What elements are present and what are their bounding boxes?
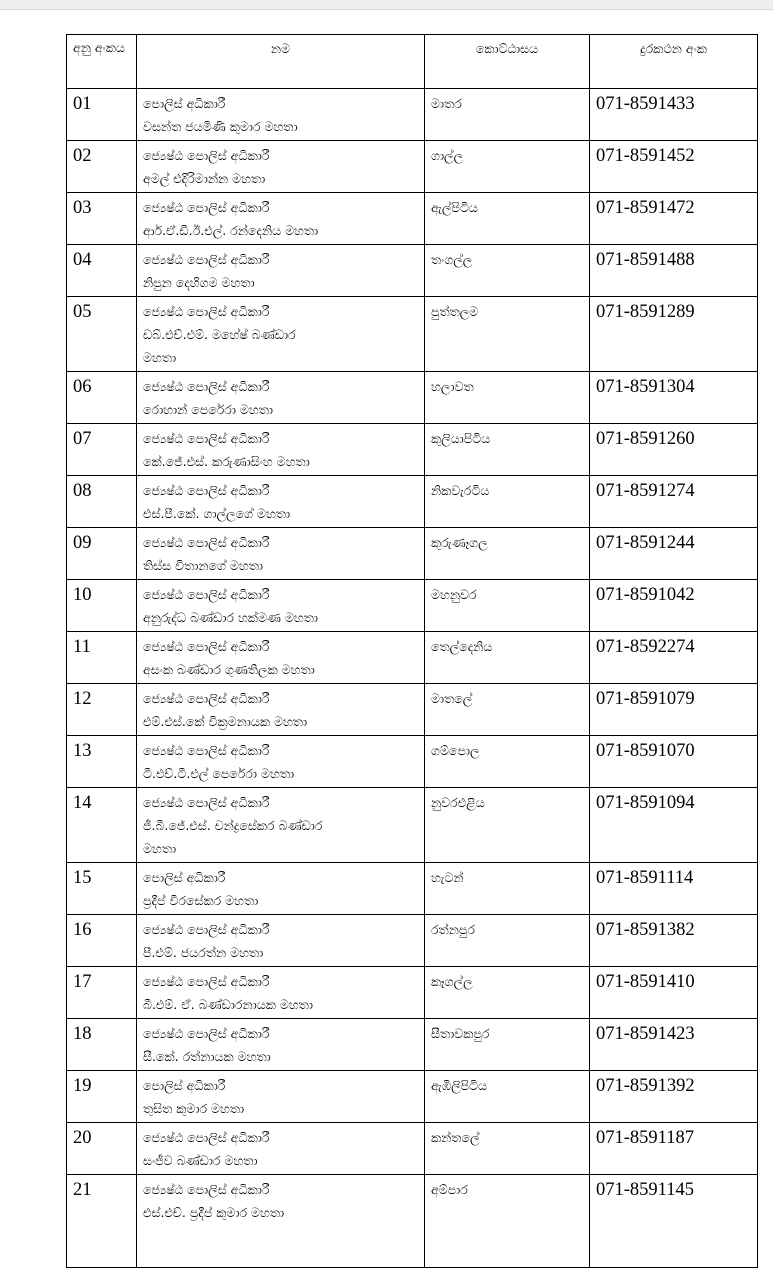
division-cell: මහනුවර: [425, 580, 590, 632]
officer-name-cell: [137, 372, 425, 424]
phone-number-cell[interactable]: 071-8591433: [590, 89, 758, 141]
table-row: [67, 245, 758, 297]
officer-name: තුසිත කුමාර මහතා: [143, 1101, 245, 1116]
division-cell: හලාවත: [425, 372, 590, 424]
serial-number-cell: 06: [67, 372, 137, 424]
division-cell: කෑගල්ල: [425, 967, 590, 1019]
division-cell: මාතර: [425, 89, 590, 141]
serial-number-cell: 08: [67, 476, 137, 528]
phone-number-cell[interactable]: 071-8591114: [590, 863, 758, 915]
officer-name-cell: [137, 580, 425, 632]
officer-rank: පොලිස් අධිකාරී: [143, 96, 226, 111]
division-cell: කන්තලේ: [425, 1123, 590, 1175]
serial-number-cell: 10: [67, 580, 137, 632]
officer-name: එස්.එච්. ප්‍රදීප් කුමාර මහතා: [143, 1205, 285, 1220]
officer-name: ටී.එච්.ටී.එල් පෙරේරා මහතා: [143, 766, 295, 781]
serial-number-cell: 04: [67, 245, 137, 297]
serial-number-cell: 09: [67, 528, 137, 580]
phone-number-cell[interactable]: 071-8591289: [590, 297, 758, 372]
officer-rank: ජ්‍යෙෂ්ඨ පොලිස් අධිකාරී: [143, 200, 270, 215]
phone-number-cell[interactable]: 071-8591382: [590, 915, 758, 967]
division-cell: අම්පාර: [425, 1175, 590, 1268]
officer-rank: ජ්‍යෙෂ්ඨ පොලිස් අධිකාරී: [143, 587, 270, 602]
serial-number-cell: 16: [67, 915, 137, 967]
phone-number-cell[interactable]: 071-8591488: [590, 245, 758, 297]
header-phone-number: දුරකථන අංක: [590, 35, 758, 89]
phone-number-cell[interactable]: 071-8591244: [590, 528, 758, 580]
division-cell: කුරුණෑගල: [425, 528, 590, 580]
officer-rank: පොලිස් අධිකාරී: [143, 870, 226, 885]
table-row: [67, 89, 758, 141]
officer-rank: ජ්‍යෙෂ්ඨ පොලිස් අධිකාරී: [143, 1026, 270, 1041]
phone-number-cell[interactable]: 071-8591145: [590, 1175, 758, 1268]
serial-number-cell: 02: [67, 141, 137, 193]
table-row: [67, 788, 758, 863]
serial-number-cell: 07: [67, 424, 137, 476]
phone-number-cell[interactable]: 071-8591070: [590, 736, 758, 788]
officer-name-cell: [137, 297, 425, 372]
division-cell: ගාල්ල: [425, 141, 590, 193]
officer-name-cell: [137, 736, 425, 788]
phone-number-cell[interactable]: 071-8592274: [590, 632, 758, 684]
header-division: කොට්ඨාසය: [425, 35, 590, 89]
serial-number-cell: 20: [67, 1123, 137, 1175]
officer-name: රොහාන් පෙරේරා මහතා: [143, 402, 274, 417]
division-cell: සීතාවකපුර: [425, 1019, 590, 1071]
division-cell: රත්නපුර: [425, 915, 590, 967]
officer-name-cell: [137, 1175, 425, 1268]
officer-rank: ජ්‍යෙෂ්ඨ පොලිස් අධිකාරී: [143, 1182, 270, 1197]
officer-name: බී.එම්. ඒ. බණ්ඩාරනායක මහතා: [143, 997, 313, 1012]
table-row: [67, 967, 758, 1019]
phone-number-cell[interactable]: 071-8591392: [590, 1071, 758, 1123]
serial-number-cell: 05: [67, 297, 137, 372]
table-row: [67, 915, 758, 967]
officer-name-cell: [137, 424, 425, 476]
officer-name-cell: [137, 193, 425, 245]
division-cell: පුත්තලම: [425, 297, 590, 372]
officer-name: සී.කේ. රත්නායක මහතා: [143, 1049, 271, 1064]
table-row: [67, 1071, 758, 1123]
division-cell: තංගල්ල: [425, 245, 590, 297]
officer-directory-table: [66, 34, 758, 1268]
officer-name: වසන්ත ජයමිණි කුමාර මහතා: [143, 119, 298, 134]
officer-name-cell: [137, 684, 425, 736]
officer-rank: ජ්‍යෙෂ්ඨ පොලිස් අධිකාරී: [143, 743, 270, 758]
serial-number-cell: 14: [67, 788, 137, 863]
officer-name-cell: [137, 915, 425, 967]
officer-name-continued: මහතා: [143, 350, 177, 365]
header-name: නම: [137, 35, 425, 89]
serial-number-cell: 15: [67, 863, 137, 915]
phone-number-cell[interactable]: 071-8591452: [590, 141, 758, 193]
table-row: [67, 372, 758, 424]
serial-number-cell: 12: [67, 684, 137, 736]
division-cell: මාතලේ: [425, 684, 590, 736]
serial-number-cell: 13: [67, 736, 137, 788]
officer-name-cell: [137, 245, 425, 297]
officer-name: පී.එම්. ජයරත්න මහතා: [143, 945, 264, 960]
table-row: [67, 736, 758, 788]
officer-name: අසංක බණ්ඩාර ගුණතිලක මහතා: [143, 662, 315, 677]
table-header-row: [67, 35, 758, 89]
table-row: [67, 1123, 758, 1175]
phone-number-cell[interactable]: 071-8591079: [590, 684, 758, 736]
officer-rank: ජ්‍යෙෂ්ඨ පොලිස් අධිකාරී: [143, 1130, 270, 1145]
division-cell: ඇඹිලිපිටිය: [425, 1071, 590, 1123]
table-row: [67, 863, 758, 915]
officer-rank: ජ්‍යෙෂ්ඨ පොලිස් අධිකාරී: [143, 148, 270, 163]
serial-number-cell: 11: [67, 632, 137, 684]
header-serial-number: අනු අංකය: [67, 35, 137, 89]
table-row: [67, 297, 758, 372]
officer-name-cell: [137, 528, 425, 580]
table-row: [67, 193, 758, 245]
table-row: [67, 424, 758, 476]
serial-number-cell: 18: [67, 1019, 137, 1071]
officer-name-cell: [137, 967, 425, 1019]
officer-name: අමල් එදිරිමාන්න මහතා: [143, 171, 266, 186]
officer-name-cell: [137, 476, 425, 528]
serial-number-cell: 01: [67, 89, 137, 141]
officer-name-continued: මහතා: [143, 841, 177, 856]
division-cell: හැටන්: [425, 863, 590, 915]
division-cell: නිකවැරටිය: [425, 476, 590, 528]
officer-name-cell: [137, 1019, 425, 1071]
officer-name: එස්.පී.කේ. ගාල්ලගේ මහතා: [143, 506, 291, 521]
division-cell: කුලියාපිටිය: [425, 424, 590, 476]
officer-rank: ජ්‍යෙෂ්ඨ පොලිස් අධිකාරී: [143, 252, 270, 267]
table-row: [67, 476, 758, 528]
phone-number-cell[interactable]: 071-8591410: [590, 967, 758, 1019]
officer-name: තිස්ස විතානගේ මහතා: [143, 558, 264, 573]
serial-number-cell: 21: [67, 1175, 137, 1268]
officer-name: ආර්.ඒ.ඩී.ඊ.එල්. රන්දෙනිය මහතා: [143, 223, 319, 238]
phone-number-cell[interactable]: 071-8591423: [590, 1019, 758, 1071]
table-row: [67, 528, 758, 580]
division-cell: ගම්පොල: [425, 736, 590, 788]
officer-rank: ජ්‍යෙෂ්ඨ පොලිස් අධිකාරී: [143, 922, 270, 937]
officer-name: එම්.එස්.කේ වික්‍රමනායක මහතා: [143, 714, 308, 729]
top-bar: [0, 0, 773, 10]
officer-name: ප්‍රදීප් වීරසේකර මහතා: [143, 893, 259, 908]
division-cell: ඇල්පිටිය: [425, 193, 590, 245]
table-row: [67, 580, 758, 632]
serial-number-cell: 03: [67, 193, 137, 245]
officer-name: සංජීව බණ්ඩාර මහතා: [143, 1153, 258, 1168]
serial-number-cell: 17: [67, 967, 137, 1019]
officer-name-cell: [137, 1071, 425, 1123]
table-row: [67, 684, 758, 736]
officer-name: කේ.ජේ.එස්. කරුණාසිංහ මහතා: [143, 454, 310, 469]
officer-rank: පොලිස් අධිකාරී: [143, 1078, 226, 1093]
officer-rank: ජ්‍යෙෂ්ඨ පොලිස් අධිකාරී: [143, 483, 270, 498]
officer-name: නිපුන දෙහිගම මහතා: [143, 275, 255, 290]
officer-name-cell: [137, 1123, 425, 1175]
phone-number-cell[interactable]: 071-8591042: [590, 580, 758, 632]
officer-rank: ජ්‍යෙෂ්ඨ පොලිස් අධිකාරී: [143, 691, 270, 706]
officer-rank: ජ්‍යෙෂ්ඨ පොලිස් අධිකාරී: [143, 304, 270, 319]
table-row: [67, 1175, 758, 1268]
officer-rank: ජ්‍යෙෂ්ඨ පොලිස් අධිකාරී: [143, 379, 270, 394]
officer-name-cell: [137, 89, 425, 141]
division-cell: නුවරඑළිය: [425, 788, 590, 863]
table-row: [67, 1019, 758, 1071]
officer-name: අනුරුද්ධ බණ්ඩාර හක්මණ මහතා: [143, 610, 319, 625]
officer-rank: ජ්‍යෙෂ්ඨ පොලිස් අධිකාරී: [143, 431, 270, 446]
officer-name: ජී.බී.ජේ.එස්. චන්ද්‍රසේකර බණ්ඩාර: [143, 818, 323, 833]
officer-name-cell: [137, 863, 425, 915]
officer-name-cell: [137, 141, 425, 193]
officer-rank: ජ්‍යෙෂ්ඨ පොලිස් අධිකාරී: [143, 639, 270, 654]
phone-number-cell[interactable]: 071-8591472: [590, 193, 758, 245]
officer-name-cell: [137, 788, 425, 863]
officer-name-cell: [137, 632, 425, 684]
table-row: [67, 632, 758, 684]
officer-rank: ජ්‍යෙෂ්ඨ පොලිස් අධිකාරී: [143, 795, 270, 810]
phone-number-cell[interactable]: 071-8591274: [590, 476, 758, 528]
officer-rank: ජ්‍යෙෂ්ඨ පොලිස් අධිකාරී: [143, 974, 270, 989]
phone-number-cell[interactable]: 071-8591187: [590, 1123, 758, 1175]
phone-number-cell[interactable]: 071-8591304: [590, 372, 758, 424]
table-row: [67, 141, 758, 193]
serial-number-cell: 19: [67, 1071, 137, 1123]
phone-number-cell[interactable]: 071-8591094: [590, 788, 758, 863]
officer-name: ඩබ්.එච්.එම්. මහේෂ් බණ්ඩාර: [143, 327, 296, 342]
division-cell: තෙල්දෙනිය: [425, 632, 590, 684]
phone-number-cell[interactable]: 071-8591260: [590, 424, 758, 476]
officer-rank: ජ්‍යෙෂ්ඨ පොලිස් අධිකාරී: [143, 535, 270, 550]
